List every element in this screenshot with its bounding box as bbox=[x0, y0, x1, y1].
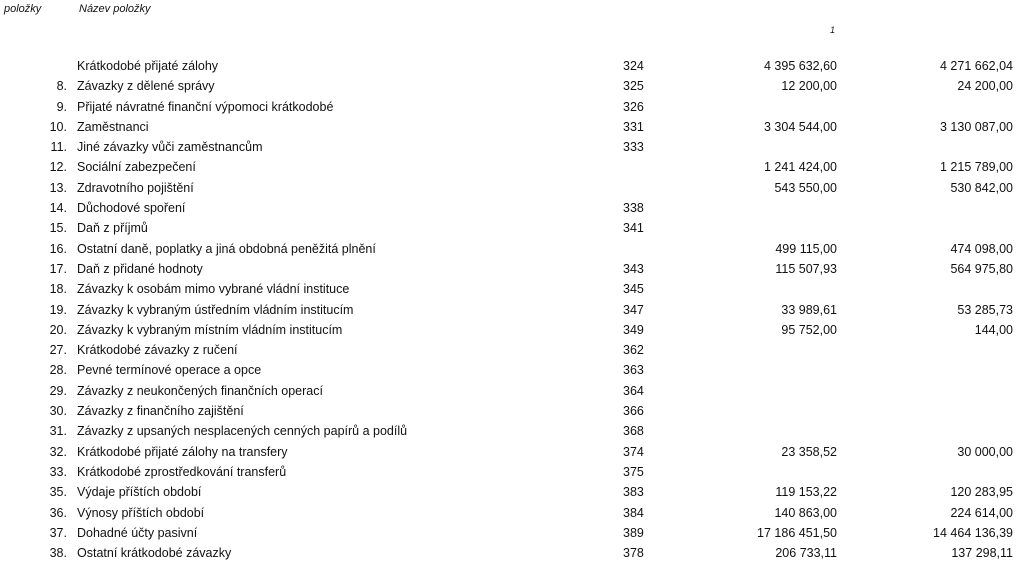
value-current: 33 989,61 bbox=[781, 302, 837, 317]
item-name: Závazky z dělené správy bbox=[77, 79, 215, 94]
account-code: 325 bbox=[623, 79, 644, 94]
row-number: 10. bbox=[49, 119, 67, 134]
value-previous: 474 098,00 bbox=[950, 241, 1013, 256]
row-number: 31. bbox=[49, 424, 67, 439]
account-code: 341 bbox=[623, 221, 644, 236]
table-row bbox=[0, 300, 1023, 320]
table-row bbox=[0, 259, 1023, 279]
account-code: 389 bbox=[623, 525, 644, 540]
item-name: Zaměstnanci bbox=[77, 119, 149, 134]
table-row bbox=[0, 279, 1023, 299]
item-name: Výdaje příštích období bbox=[77, 485, 202, 500]
value-previous: 24 200,00 bbox=[957, 79, 1013, 94]
row-number: 37. bbox=[49, 525, 67, 540]
item-name: Závazky k vybraným ústředním vládním institucím bbox=[77, 302, 354, 317]
row-number: 20. bbox=[49, 322, 67, 337]
row-number: 11. bbox=[50, 140, 67, 155]
row-number: 9. bbox=[56, 99, 67, 114]
row-number: 15. bbox=[49, 221, 67, 236]
item-name: Sociální zabezpečení bbox=[77, 160, 196, 175]
table-row bbox=[0, 76, 1023, 96]
value-current: 4 395 632,60 bbox=[764, 59, 837, 73]
value-current: 140 863,00 bbox=[774, 505, 837, 520]
column-number-label: 1 bbox=[830, 25, 836, 35]
value-previous: 53 285,73 bbox=[957, 302, 1013, 317]
row-number: 14. bbox=[49, 201, 67, 216]
value-previous: 137 298,11 bbox=[951, 546, 1013, 561]
item-name: Ostatní krátkodobé závazky bbox=[77, 546, 232, 561]
item-name: Závazky z neukončených finančních operací bbox=[77, 383, 323, 398]
liabilities-table bbox=[0, 56, 1023, 563]
row-number: 19. bbox=[49, 302, 67, 317]
table-row bbox=[0, 320, 1023, 340]
account-code: 375 bbox=[623, 464, 644, 479]
account-code: 363 bbox=[623, 363, 644, 378]
account-code: 333 bbox=[623, 140, 644, 155]
table-row bbox=[0, 56, 1023, 76]
value-previous: 1 215 789,00 bbox=[940, 160, 1013, 175]
account-code: 364 bbox=[623, 383, 644, 398]
value-current: 499 115,00 bbox=[775, 241, 837, 256]
row-number: 35. bbox=[49, 485, 67, 500]
table-row bbox=[0, 239, 1023, 259]
account-code: 349 bbox=[623, 322, 644, 337]
table-row bbox=[0, 421, 1023, 441]
item-name: Výnosy příštích období bbox=[77, 505, 205, 520]
account-code: 378 bbox=[623, 546, 644, 561]
item-name: Krátkodobé přijaté zálohy na transfery bbox=[77, 444, 288, 459]
account-code: 362 bbox=[623, 343, 644, 358]
table-row bbox=[0, 117, 1023, 137]
table-row bbox=[0, 523, 1023, 543]
table-row bbox=[0, 482, 1023, 502]
row-number: 16. bbox=[49, 241, 67, 256]
row-number: 32. bbox=[49, 444, 67, 459]
row-number: 29. bbox=[49, 383, 67, 398]
value-current: 12 200,00 bbox=[781, 79, 837, 94]
row-number: 33. bbox=[49, 464, 67, 479]
account-code: 326 bbox=[623, 99, 644, 114]
value-current: 1 241 424,00 bbox=[764, 160, 837, 175]
row-number: 13. bbox=[49, 180, 67, 195]
table-row bbox=[0, 137, 1023, 157]
item-name: Krátkodobé přijaté zálohy bbox=[77, 59, 219, 73]
row-number: 36. bbox=[49, 505, 67, 520]
table-row bbox=[0, 340, 1023, 360]
table-row bbox=[0, 157, 1023, 177]
table-row bbox=[0, 462, 1023, 482]
value-current: 95 752,00 bbox=[781, 322, 837, 337]
table-row bbox=[0, 97, 1023, 117]
row-number: 27. bbox=[49, 343, 67, 358]
item-name: Jiné závazky vůči zaměstnancům bbox=[77, 140, 263, 155]
account-code: 324 bbox=[623, 59, 644, 73]
item-name: Ostatní daně, poplatky a jiná obdobná peněžitá plnění bbox=[77, 241, 376, 256]
item-name: Daň z přidané hodnoty bbox=[77, 261, 203, 276]
value-current: 543 550,00 bbox=[774, 180, 837, 195]
value-previous: 14 464 136,39 bbox=[933, 525, 1013, 540]
item-name: Závazky k vybraným místním vládním institucím bbox=[77, 322, 343, 337]
value-current: 3 304 544,00 bbox=[764, 119, 837, 134]
value-previous: 120 283,95 bbox=[950, 485, 1013, 500]
account-code: 368 bbox=[623, 424, 644, 439]
row-number: 17. bbox=[49, 261, 67, 276]
value-previous: 30 000,00 bbox=[957, 444, 1013, 459]
table-row bbox=[0, 360, 1023, 380]
item-name: Závazky k osobám mimo vybrané vládní instituce bbox=[77, 282, 350, 297]
account-code: 374 bbox=[623, 444, 644, 459]
item-name: Krátkodobé zprostředkování transferů bbox=[77, 464, 287, 479]
value-previous: 564 975,80 bbox=[950, 261, 1013, 276]
value-previous: 530 842,00 bbox=[950, 180, 1013, 195]
value-previous: 3 130 087,00 bbox=[940, 119, 1013, 134]
table-row bbox=[0, 198, 1023, 218]
item-name: Důchodové spoření bbox=[77, 201, 186, 216]
table-row bbox=[0, 178, 1023, 198]
value-current: 115 507,93 bbox=[775, 261, 837, 276]
column-header-item-name: Název položky bbox=[79, 3, 151, 15]
item-name: Přijaté návratné finanční výpomoci krátkodobé bbox=[77, 99, 334, 114]
value-previous: 144,00 bbox=[974, 322, 1013, 337]
item-name: Daň z příjmů bbox=[77, 221, 148, 236]
account-code: 347 bbox=[623, 302, 644, 317]
row-number: 12. bbox=[49, 160, 67, 175]
table-row bbox=[0, 503, 1023, 523]
value-current: 23 358,52 bbox=[781, 444, 837, 459]
row-number: 28. bbox=[49, 363, 67, 378]
item-name: Krátkodobé závazky z ručení bbox=[77, 343, 238, 358]
row-number: 38. bbox=[49, 546, 67, 561]
item-name: Pevné termínové operace a opce bbox=[77, 363, 262, 378]
item-name: Závazky z upsaných nesplacených cenných papírů a podílů bbox=[77, 424, 408, 439]
account-code: 338 bbox=[623, 201, 644, 216]
account-code: 331 bbox=[623, 119, 644, 134]
item-name: Dohadné účty pasivní bbox=[77, 525, 198, 540]
row-number: 30. bbox=[49, 404, 67, 419]
item-name: Zdravotního pojištění bbox=[77, 180, 194, 195]
value-previous: 224 614,00 bbox=[950, 505, 1013, 520]
value-current: 17 186 451,50 bbox=[757, 525, 837, 540]
column-header-item-number: položky bbox=[4, 3, 42, 15]
table-row bbox=[0, 401, 1023, 421]
table-row bbox=[0, 218, 1023, 238]
account-code: 343 bbox=[623, 261, 644, 276]
value-current: 119 153,22 bbox=[775, 485, 837, 500]
account-code: 383 bbox=[623, 485, 644, 500]
table-row bbox=[0, 442, 1023, 462]
table-row bbox=[0, 543, 1023, 563]
row-number: 8. bbox=[56, 79, 67, 94]
row-number: 18. bbox=[49, 282, 67, 297]
table-row bbox=[0, 381, 1023, 401]
value-previous: 4 271 662,04 bbox=[940, 59, 1013, 73]
item-name: Závazky z finančního zajištění bbox=[77, 404, 244, 419]
account-code: 345 bbox=[623, 282, 644, 297]
value-current: 206 733,11 bbox=[775, 546, 837, 561]
account-code: 384 bbox=[623, 505, 644, 520]
account-code: 366 bbox=[623, 404, 644, 419]
